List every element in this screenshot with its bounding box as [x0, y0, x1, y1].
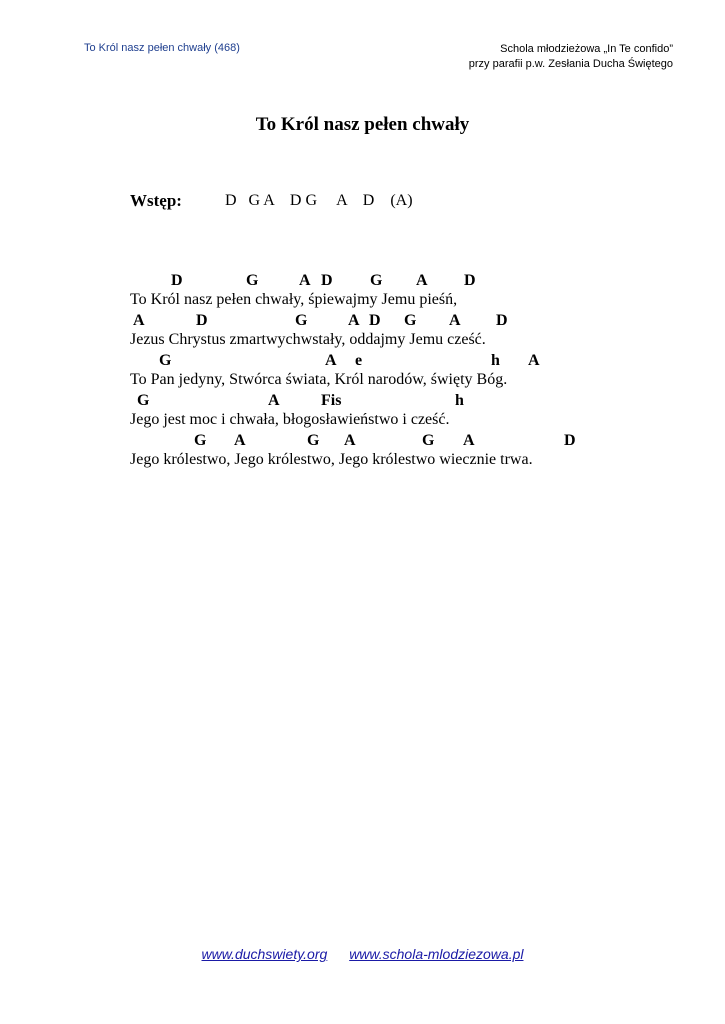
chord: e — [355, 352, 363, 369]
chord: G — [307, 432, 320, 449]
chord: G — [295, 312, 308, 329]
intro-chords: D G A D G A D (A) — [225, 192, 413, 209]
chord: G — [159, 352, 172, 369]
song-title: To Król nasz pełen chwały — [255, 114, 470, 135]
chord: A — [463, 432, 475, 449]
chord: D — [369, 312, 381, 329]
chord: G — [246, 272, 259, 289]
lyric-line: To Pan jedyny, Stwórca świata, Król narodów, święty Bóg. — [130, 371, 508, 388]
chord: A — [449, 312, 461, 329]
lyric-line: Jego jest moc i chwała, błogosławieństwo i cześć. — [130, 411, 450, 428]
chord: G — [137, 392, 150, 409]
footer-link-schola[interactable]: www.schola-mlodziezowa.pl — [349, 946, 524, 962]
chord: A — [528, 352, 540, 369]
header-schola-name: Schola młodzieżowa „In Te confido” — [500, 43, 673, 55]
footer-link-duchswiety[interactable]: www.duchswiety.org — [201, 946, 328, 962]
header-parish-name: przy parafii p.w. Zesłania Ducha Świętego — [468, 58, 673, 70]
chord: A — [268, 392, 280, 409]
chord: A — [325, 352, 337, 369]
intro-label: Wstęp: — [130, 191, 182, 210]
chord: D — [496, 312, 508, 329]
chord: Fis — [321, 392, 342, 409]
chord: D — [196, 312, 208, 329]
chord-line — [130, 310, 650, 330]
chord: A — [416, 272, 428, 289]
chord: D — [564, 432, 576, 449]
chord-line — [130, 270, 650, 290]
chord: A — [133, 312, 145, 329]
song-body — [130, 270, 650, 470]
chord: G — [370, 272, 383, 289]
chord: h — [455, 392, 464, 409]
chord: A — [234, 432, 246, 449]
lyric-line: Jezus Chrystus zmartwychwstały, oddajmy Jemu cześć. — [130, 331, 486, 348]
chord: D — [464, 272, 476, 289]
chord-line — [130, 350, 650, 370]
chord: A — [299, 272, 311, 289]
chord: G — [404, 312, 417, 329]
chord-line — [130, 390, 650, 410]
chord-line — [130, 430, 650, 450]
chord: G — [194, 432, 207, 449]
footer-links — [0, 946, 725, 962]
header-schola-info — [469, 42, 673, 72]
header-song-reference: To Król nasz pełen chwały (468) — [84, 42, 240, 54]
chord: D — [171, 272, 183, 289]
chord: G — [422, 432, 435, 449]
lyric-line: Jego królestwo, Jego królestwo, Jego królestwo wiecznie trwa. — [130, 451, 533, 468]
chord: D — [321, 272, 333, 289]
chord: A — [348, 312, 360, 329]
chord: h — [491, 352, 500, 369]
chord: A — [344, 432, 356, 449]
lyric-line: To Król nasz pełen chwały, śpiewajmy Jemu pieśń, — [130, 291, 458, 308]
